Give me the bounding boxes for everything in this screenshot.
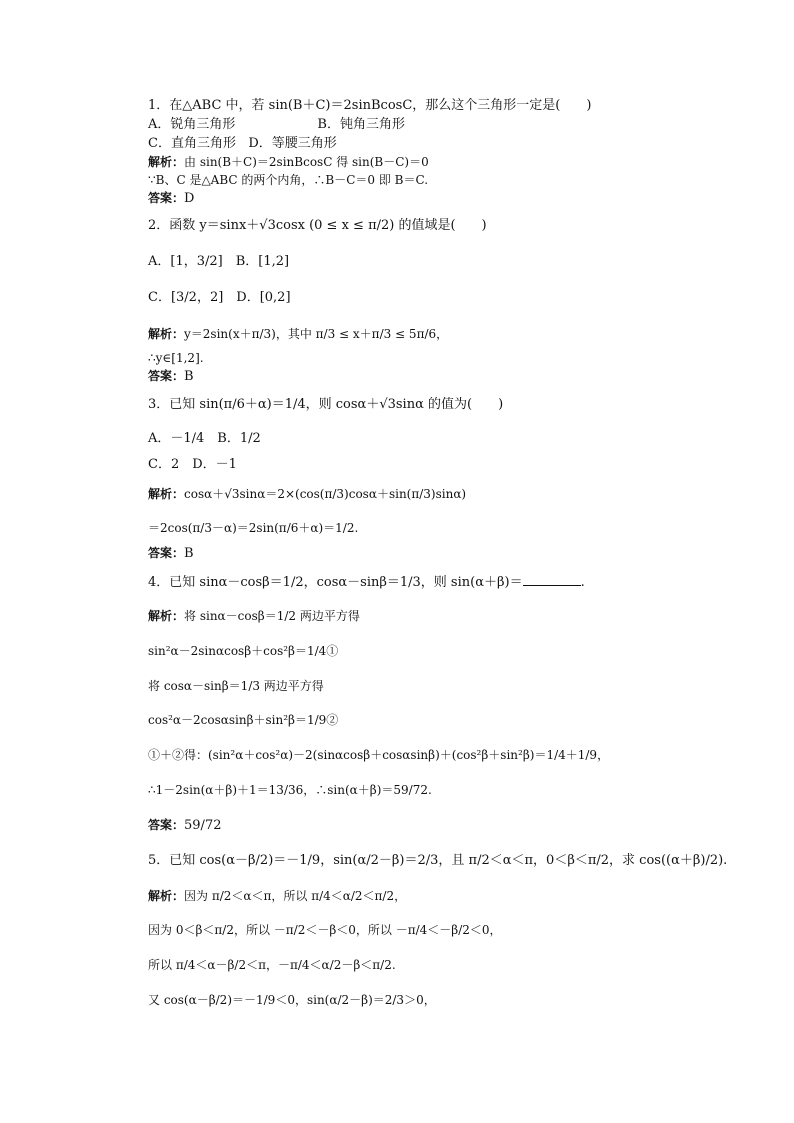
q5-solution-label: 解析： [148,889,185,903]
q4-solution-6: ∴1－2sin(α＋β)＋1＝13/36，∴sin(α＋β)＝59/72. [148,783,432,797]
q3-options-cd: C．2 D．－1 [148,457,237,472]
q1-option-a: A．锐角三角形 [148,117,236,132]
q5-solution-text-1: 因为 π/2＜α＜π，所以 π/4＜α/2＜π/2， [184,889,407,903]
q4-answer-blank [523,573,581,586]
q4-solution-3: 将 cosα－sinβ＝1/3 两边平方得 [148,679,324,693]
q1-option-c: C．直角三角形 [148,136,236,151]
q4-stem [148,573,585,591]
q1-answer-value: D [184,191,195,206]
q1-solution-1 [148,154,429,170]
q2-solution-2: ∴y∈[1,2]. [148,351,204,365]
q5-solution-4: 又 cos(α－β/2)＝－1/9＜0，sin(α/2－β)＝2/3＞0， [148,993,436,1007]
q4-answer [148,817,221,834]
q4-solution-text-1: 将 sinα－cosβ＝1/2 两边平方得 [184,609,360,623]
q4-solution-4: cos²α－2cosαsinβ＋sin²β＝1/9② [148,713,339,727]
q5-solution-2: 因为 0＜β＜π/2，所以 －π/2＜－β＜0，所以 －π/4＜－β/2＜0， [148,923,502,937]
q2-stem: 2．函数 y＝sinx＋√3cosx (0 ≤ x ≤ π/2) 的值域是( ) [148,218,487,233]
q2-answer-label: 答案： [148,369,185,383]
q2-answer [148,368,194,385]
q2-solution-text-1: y＝2sin(x＋π/3)，其中 π/3 ≤ x＋π/3 ≤ 5π/6， [184,327,449,341]
q5-solution-3: 所以 π/4＜α－β/2＜π，－π/4＜α/2－β＜π/2. [148,958,396,972]
q3-options-ab: A．－1/4 B．1/2 [148,431,261,446]
q2-solution-label: 解析： [148,327,185,341]
q1-answer [148,190,194,207]
q4-stem-text: 4．已知 sinα－cosβ＝1/2，cosα－sinβ＝1/3，则 sin(α＋β)＝ [148,575,523,590]
q4-solution-2: sin²α－2sinαcosβ＋cos²β＝1/4① [148,644,339,658]
q5-stem: 5．已知 cos(α－β/2)＝－1/9，sin(α/2－β)＝2/3，且 π/2＜α＜π，0＜β＜π/2，求 cos((α＋β)/2). [148,853,728,868]
q4-solution-label: 解析： [148,609,185,623]
q1-options-cd [148,136,337,152]
q1-stem: 1．在△ABC 中，若 sin(B＋C)＝2sinBcosC，那么这个三角形一定是( ) [148,98,592,113]
q1-solution-text-1: 由 sin(B＋C)＝2sinBcosC 得 sin(B－C)＝0 [184,155,429,169]
q4-solution-5: ①＋②得：(sin²α＋cos²α)－2(sinαcosβ＋cosαsinβ)＋(cos²β＋sin²β)＝1/4＋1/9， [148,748,610,762]
q1-answer-label: 答案： [148,191,185,205]
q5-solution-1 [148,888,406,904]
q2-answer-value: B [184,369,194,384]
q1-option-d: D．等腰三角形 [248,136,337,151]
q3-solution-label: 解析： [148,487,185,501]
q3-solution-2: ＝2cos(π/3－α)＝2sin(π/6＋α)＝1/2. [148,521,359,535]
q2-options-cd: C．[3/2，2] D．[0,2] [148,290,291,305]
q3-solution-1 [148,486,466,502]
q2-options-ab: A．[1，3/2] B．[1,2] [148,254,290,269]
q3-solution-text-1: cosα＋√3sinα＝2×(cos(π/3)cosα＋sin(π/3)sinα) [184,487,467,501]
q4-answer-label: 答案： [148,818,185,832]
q1-option-b: B．钝角三角形 [317,117,405,132]
q3-answer-value: B [184,546,194,561]
q1-solution-2: ∵B、C 是△ABC 的两个内角，∴B－C＝0 即 B＝C. [148,173,429,187]
q2-solution-1 [148,326,448,342]
q3-answer [148,545,194,562]
q4-answer-value: 59/72 [184,818,222,833]
q1-solution-label: 解析： [148,155,185,169]
q1-options-ab [148,117,405,133]
q3-answer-label: 答案： [148,546,185,560]
q3-stem: 3．已知 sin(π/6＋α)＝1/4，则 cosα＋√3sinα 的值为( ) [148,397,504,412]
q4-solution-1 [148,608,360,624]
q4-stem-end: . [580,575,585,590]
